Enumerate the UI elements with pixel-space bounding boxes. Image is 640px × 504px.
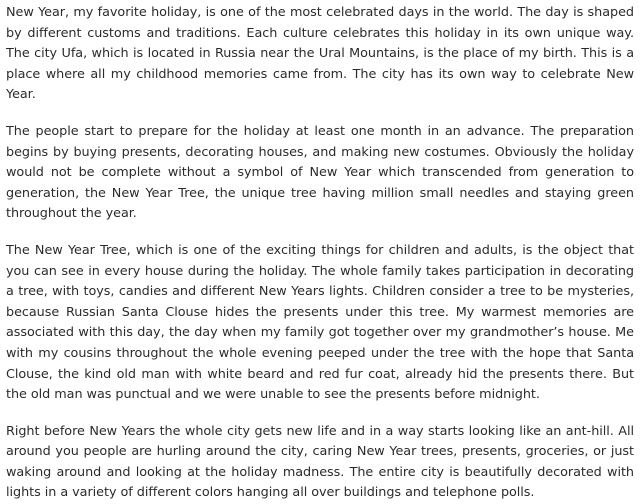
paragraph-1: New Year, my favorite holiday, is one of the most celebrated days in the world. The day is shaped by different customs and traditions. Each culture celebrates this holiday in its own unique way. The city Ufa, which is located in Russia near the Ural Mountains, is the place of my birth. This is a place where all my childhood memories came from. The city has its own way to celebrate New Year. xyxy=(6,5,634,103)
paragraph-4: Right before New Years the whole city gets new life and in a way starts looking like an ant-hill. All around you people are hurling around the city, caring New Year trees, presents, groceries, or just waking around and looking at the holiday madness. The entire city is beautifully decorated with lights in a variety of different colors hanging all over buildings and telephone polls. xyxy=(6,423,634,501)
paragraph-3: The New Year Tree, which is one of the exciting things for children and adults, is the object that you can see in every house during the holiday. The whole family takes participation in decorating a tree, with toys, candies and different New Years lights. Children consider a tree to be mysteries, because Russian Santa Clouse hides the presents under this tree. My warmest memories are associated with this day, the day when my family got together over my grandmother’s house. Me with my cousins throughout the whole evening peeped under the tree with the hope that Santa Clouse, the kind old man with white beard and red fur coat, already hid the presents there. But the old man was punctual and we were unable to see the presents before midnight. xyxy=(6,242,634,403)
paragraph-2: The people start to prepare for the holiday at least one month in an advance. The preparation begins by buying presents, decorating houses, and making new costumes. Obviously the holiday would not be complete without a symbol of New Year which transcended from generation to generation, the New Year Tree, the unique tree having million small needles and staying green throughout the year. xyxy=(6,123,634,222)
